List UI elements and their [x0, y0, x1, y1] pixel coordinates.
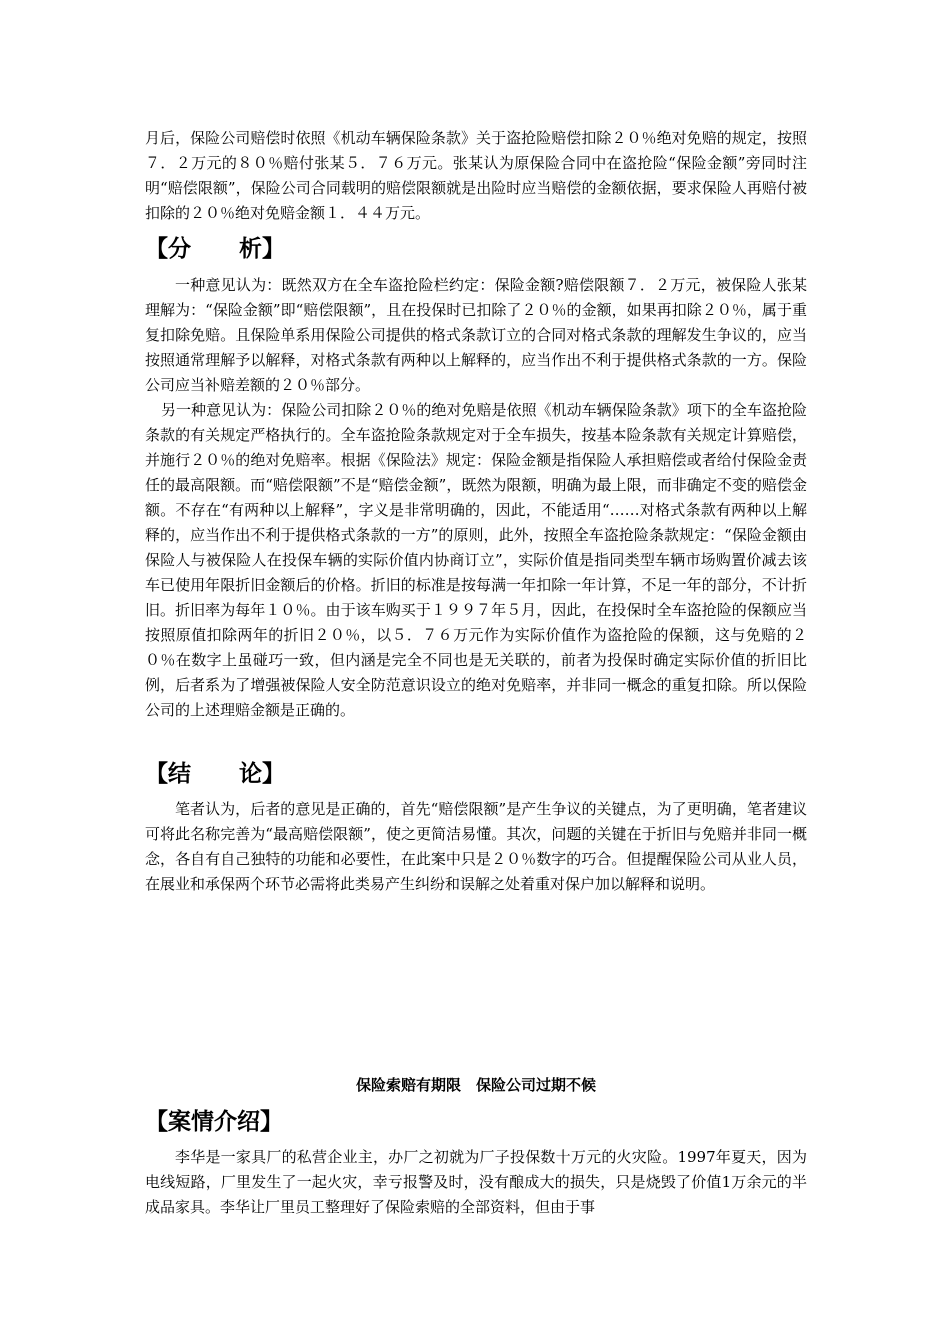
- heading-conclusion: [145, 759, 285, 789]
- heading-conclusion-left: 【结: [145, 761, 191, 787]
- paragraph-second-opinion: 另一种意见认为：保险公司扣除２０％的绝对免赔是依照《机动车辆保险条款》项下的全车盗抢险条款的有关规定严格执行的。全车盗抢险条款规定对于全车损失，按基本险条款有关规定计算赔偿，并施行２０％的绝对免赔率。根据《保险法》规定：保险金额是指保险人承担赔偿或者给付保险金责任的最高限额。而“赔偿限额”不是“赔偿金额”，既然为限额，明确为最上限，而非确定不变的赔偿金额。不存在“有两种以上解释”，字义是非常明确的，因此，不能适用“……对格式条款有两种以上解释的，应当作出不利于提供格式条款的一方”的原则，此外，按照全车盗抢险条款规定：“保险金额由保险人与被保险人在投保车辆的实际价值内协商订立”，实际价值是指同类型车辆市场购置价减去该车已使用年限折旧金额后的价格。折旧的标准是按每满一年扣除一年计算，不足一年的部分，不计折旧。折旧率为每年１０％。由于该车购买于１９９７年５月，因此，在投保时全车盗抢险的保额应当按照原值扣除两年的折旧２０％，以５．７６万元作为实际价值作为盗抢险的保额，这与免赔的２０％在数字上虽碰巧一致，但内涵是完全不同也是无关联的，前者为投保时确定实际价值的折旧比例，后者系为了增强被保险人安全防范意识设立的绝对免赔率，并非同一概念的重复扣除。所以保险公司的上述理赔金额是正确的。: [145, 401, 807, 719]
- paragraph-case-continuation: 月后，保险公司赔偿时依照《机动车辆保险条款》关于盗抢险赔偿扣除２０％绝对免赔的规定，按照７．２万元的８０％赔付张某５．７６万元。张某认为原保险合同中在盗抢险“保险金额”旁同时注明“赔偿限额”，保险公司合同载明的赔偿限额就是出险时应当赔偿的金额依据，要求保险人再赔付被扣除的２０％绝对免赔金额１．４４万元。: [145, 129, 807, 222]
- paragraph-first-opinion: 一种意见认为：既然双方在全车盗抢险栏约定：保险金额?赔偿限额７．２万元，被保险人张某理解为：“保险金额”即“赔偿限额”，且在投保时已扣除了２０％的金额，如果再扣除２０％，属于重复扣除免赔。且保险单系用保险公司提供的格式条款订立的合同对格式条款的理解发生争议的，应当按照通常理解予以解释，对格式条款有两种以上解释的，应当作出不利于提供格式条款的一方。保险公司应当补赔差额的２０％部分。: [145, 276, 807, 394]
- paragraph-conclusion: 笔者认为，后者的意见是正确的，首先“赔偿限额”是产生争议的关键点，为了更明确，笔者建议可将此名称完善为“最高赔偿限额”，使之更简洁易懂。其次，问题的关键在于折旧与免赔并非同一概念，各自有自己独特的功能和必要性，在此案中只是２０％数字的巧合。但提醒保险公司从业人员，在展业和承保两个环节必需将此类易产生纠纷和误解之处着重对保户加以解释和说明。: [145, 800, 807, 893]
- heading-analysis-left: 【分: [145, 236, 191, 262]
- heading-case-introduction: 【案情介绍】: [145, 1109, 283, 1135]
- heading-analysis-right: 析】: [239, 236, 285, 262]
- article-title: 保险索赔有期限 保险公司过期不候: [355, 1076, 596, 1094]
- heading-conclusion-right: 论】: [239, 761, 285, 787]
- paragraph-case-introduction: 李华是一家具厂的私营企业主，办厂之初就为厂子投保数十万元的火灾险。1997年夏天，因为电线短路，厂里发生了一起火灾，幸亏报警及时，没有酿成大的损失，只是烧毁了价值1万余元的半成品家具。李华让厂里员工整理好了保险索赔的全部资料，但由于事: [145, 1148, 807, 1216]
- heading-analysis: [145, 234, 285, 264]
